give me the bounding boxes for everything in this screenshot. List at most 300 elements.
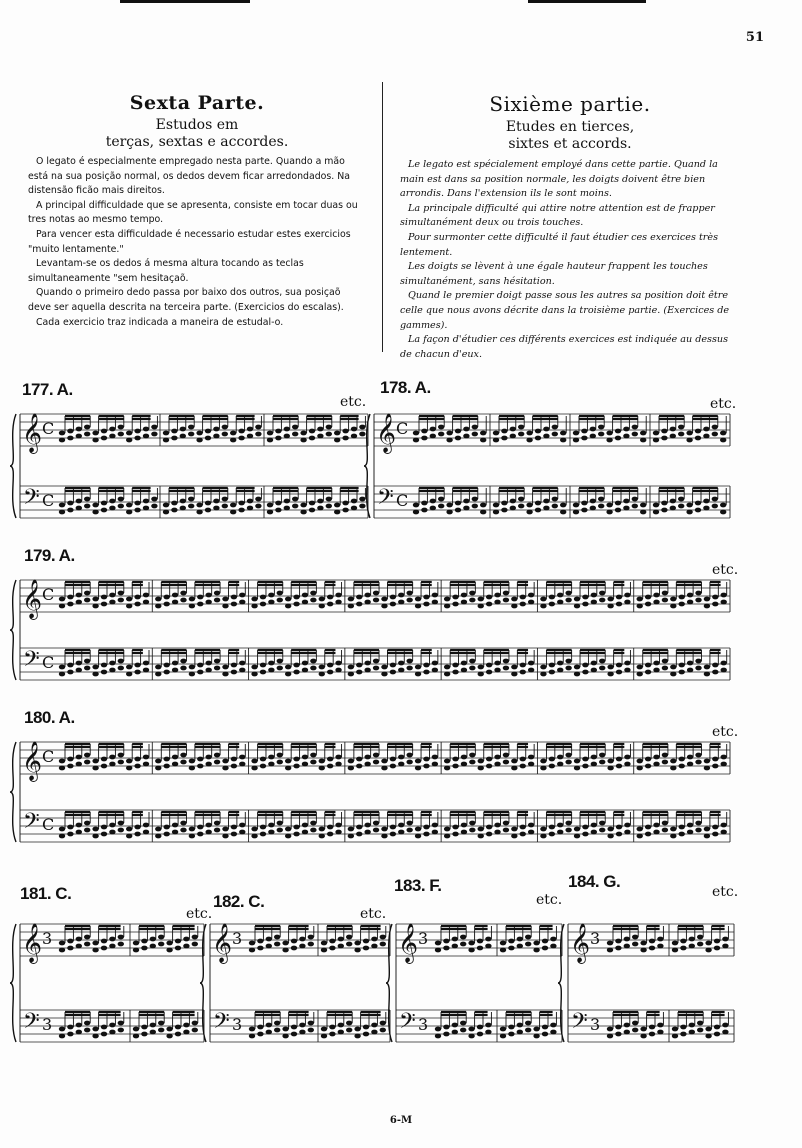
note-head xyxy=(134,508,140,513)
note-head xyxy=(695,429,701,434)
note-head xyxy=(188,504,194,509)
note-head xyxy=(662,598,668,603)
note-head xyxy=(503,828,509,833)
note-head xyxy=(310,821,316,826)
note-head xyxy=(624,944,630,949)
note-head xyxy=(329,1032,335,1037)
note-head xyxy=(222,766,228,771)
note-head xyxy=(67,1032,73,1037)
note-head xyxy=(645,764,651,769)
note-head xyxy=(133,1027,139,1032)
note-head xyxy=(653,503,659,508)
note-head xyxy=(285,766,291,771)
note-head xyxy=(275,501,281,506)
note-head xyxy=(550,944,556,949)
note-head xyxy=(533,941,539,946)
note-head xyxy=(277,828,283,833)
note-head xyxy=(222,665,228,670)
note-head xyxy=(697,935,703,940)
note-head xyxy=(205,661,211,666)
note-head xyxy=(606,510,612,515)
note-head xyxy=(444,834,450,839)
note-head xyxy=(645,663,651,668)
note-head xyxy=(486,757,492,762)
note-head xyxy=(444,759,450,764)
note-head xyxy=(76,593,82,598)
note-head xyxy=(348,827,354,832)
note-head xyxy=(175,946,181,951)
note-head xyxy=(380,1021,386,1026)
note-head xyxy=(446,431,452,436)
note-head xyxy=(503,591,509,596)
note-head xyxy=(205,600,211,605)
note-head xyxy=(151,504,157,509)
note-head xyxy=(607,1027,613,1032)
note-head xyxy=(662,591,668,596)
etc-label: etc. xyxy=(186,906,213,922)
note-head xyxy=(528,762,534,767)
note-head xyxy=(616,832,622,837)
note-head xyxy=(59,672,65,677)
note-head xyxy=(508,939,514,944)
note-head xyxy=(616,663,622,668)
section-title: Sixième partie. xyxy=(489,92,651,116)
note-head xyxy=(364,600,370,605)
note-head xyxy=(84,828,90,833)
note-head xyxy=(319,597,325,602)
note-head xyxy=(342,436,348,441)
note-head xyxy=(485,944,491,949)
note-head xyxy=(118,821,124,826)
note-head xyxy=(67,764,73,769)
note-head xyxy=(632,425,638,430)
note-head xyxy=(205,593,211,598)
note-head xyxy=(705,1034,711,1039)
note-head xyxy=(299,937,305,942)
note-head xyxy=(590,499,596,504)
note-head xyxy=(335,823,341,828)
note-head xyxy=(444,827,450,832)
note-head xyxy=(317,499,323,504)
treble-clef: 𝄞 xyxy=(212,923,233,963)
note-head xyxy=(438,432,444,437)
note-head xyxy=(172,661,178,666)
note-head xyxy=(329,939,335,944)
paragraph: Para vencer esta difficuldade é necessario estudar estes exercicios "muito lentamente." xyxy=(28,228,351,255)
note-head xyxy=(624,830,630,835)
note-head xyxy=(632,504,638,509)
note-head xyxy=(435,948,441,953)
note-head xyxy=(76,427,82,432)
note-head xyxy=(632,942,638,947)
note-head xyxy=(616,602,622,607)
note-head xyxy=(302,600,308,605)
note-head xyxy=(285,759,291,764)
note-head xyxy=(192,935,198,940)
note-head xyxy=(317,427,323,432)
bass-clef: 𝄢 xyxy=(23,647,40,677)
note-head xyxy=(310,659,316,664)
note-head xyxy=(231,663,237,668)
note-head xyxy=(299,944,305,949)
note-head xyxy=(302,593,308,598)
note-head xyxy=(101,429,107,434)
note-head xyxy=(552,504,558,509)
note-head xyxy=(653,755,659,760)
note-head xyxy=(293,757,299,762)
note-head xyxy=(501,508,507,513)
note-head xyxy=(687,830,693,835)
note-head xyxy=(398,762,404,767)
paragraph: A principal difficuldade que se apresenta, consiste em tocar duas ou tres notas ao mesmo tempo. xyxy=(28,199,358,226)
note-head xyxy=(653,823,659,828)
note-head xyxy=(452,602,458,607)
exercise-number-179: 179. A. xyxy=(24,546,75,565)
note-head xyxy=(624,1023,630,1028)
note-head xyxy=(486,764,492,769)
note-head xyxy=(455,429,461,434)
note-head xyxy=(461,668,467,673)
note-head xyxy=(670,834,676,839)
note-head xyxy=(67,946,73,951)
note-head xyxy=(485,1030,491,1035)
note-head xyxy=(59,604,65,609)
note-head xyxy=(158,1028,164,1033)
note-head xyxy=(573,438,579,443)
note-head xyxy=(705,941,711,946)
note-head xyxy=(574,597,580,602)
brace xyxy=(10,580,16,680)
note-head xyxy=(196,431,202,436)
note-head xyxy=(268,668,274,673)
note-head xyxy=(239,668,245,673)
note-head xyxy=(423,832,429,837)
note-head xyxy=(180,753,186,758)
note-head xyxy=(421,429,427,434)
note-head xyxy=(364,830,370,835)
note-head xyxy=(623,434,629,439)
note-head xyxy=(615,939,621,944)
note-head xyxy=(285,827,291,832)
note-head xyxy=(101,595,107,600)
note-head xyxy=(166,1034,172,1039)
note-head xyxy=(109,668,115,673)
exercise-number-183: 183. F. xyxy=(394,876,442,895)
note-head xyxy=(406,598,412,603)
note-head xyxy=(557,668,563,673)
note-head xyxy=(485,1023,491,1028)
note-head xyxy=(338,937,344,942)
note-head xyxy=(381,672,387,677)
note-head xyxy=(118,1028,124,1033)
note-head xyxy=(518,432,524,437)
note-head xyxy=(302,823,308,828)
note-head xyxy=(197,832,203,837)
note-head xyxy=(670,427,676,432)
note-head xyxy=(679,764,685,769)
note-head xyxy=(591,593,597,598)
note-head xyxy=(494,593,500,598)
note-head xyxy=(335,593,341,598)
note-head xyxy=(632,432,638,437)
note-head xyxy=(591,830,597,835)
note-head xyxy=(533,1027,539,1032)
note-head xyxy=(528,600,534,605)
note-head xyxy=(615,1025,621,1030)
note-head xyxy=(300,510,306,515)
note-head xyxy=(371,937,377,942)
note-head xyxy=(662,828,668,833)
note-head xyxy=(143,506,149,511)
note-head xyxy=(293,832,299,837)
note-head xyxy=(460,942,466,947)
note-head xyxy=(501,436,507,441)
note-head xyxy=(126,827,132,832)
note-head xyxy=(406,666,412,671)
note-head xyxy=(205,668,211,673)
note-head xyxy=(239,661,245,666)
note-head xyxy=(197,595,203,600)
note-head xyxy=(518,425,524,430)
paragraph: O legato é especialmente empregado nesta parte. Quando a mão está na sua posição normal, os dedos devem ficar arredondados. Na distensão ficão mais direitos. xyxy=(28,156,350,197)
note-head xyxy=(590,427,596,432)
note-head xyxy=(334,510,340,515)
note-head xyxy=(101,602,107,607)
note-head xyxy=(472,497,478,502)
note-head xyxy=(670,827,676,832)
note-head xyxy=(260,757,266,762)
time-signature: C xyxy=(42,747,55,766)
note-head xyxy=(319,604,325,609)
note-head xyxy=(346,942,352,947)
note-head xyxy=(354,1034,360,1039)
note-head xyxy=(452,825,458,830)
note-head xyxy=(452,937,458,942)
exercise-number-182: 182. C. xyxy=(213,892,265,911)
note-head xyxy=(704,665,710,670)
note-head xyxy=(452,1023,458,1028)
note-head xyxy=(557,762,563,767)
note-head xyxy=(468,1034,474,1039)
note-head xyxy=(599,760,605,765)
note-head xyxy=(76,937,82,942)
note-head xyxy=(549,663,555,668)
note-head xyxy=(84,760,90,765)
note-head xyxy=(163,602,169,607)
note-head xyxy=(704,766,710,771)
note-head xyxy=(239,830,245,835)
note-head xyxy=(528,593,534,598)
note-head xyxy=(155,759,161,764)
note-head xyxy=(624,755,630,760)
note-head xyxy=(284,434,290,439)
note-head xyxy=(432,593,438,598)
note-head xyxy=(714,939,720,944)
note-head xyxy=(180,760,186,765)
note-head xyxy=(452,757,458,762)
note-head xyxy=(205,755,211,760)
note-head xyxy=(469,591,475,596)
note-head xyxy=(704,672,710,677)
note-head xyxy=(214,591,220,596)
note-head xyxy=(657,944,663,949)
note-head xyxy=(364,668,370,673)
note-head xyxy=(705,1027,711,1032)
note-head xyxy=(118,591,124,596)
note-head xyxy=(510,427,516,432)
note-head xyxy=(695,591,701,596)
note-head xyxy=(213,499,219,504)
note-head xyxy=(661,436,667,441)
note-head xyxy=(356,670,362,675)
note-head xyxy=(163,510,169,515)
note-head xyxy=(342,429,348,434)
note-head xyxy=(486,832,492,837)
note-head xyxy=(480,431,486,436)
note-head xyxy=(214,753,220,758)
note-head xyxy=(327,602,333,607)
note-head xyxy=(432,823,438,828)
note-head xyxy=(455,501,461,506)
note-head xyxy=(134,501,140,506)
note-head xyxy=(214,659,220,664)
note-head xyxy=(390,602,396,607)
note-head xyxy=(503,598,509,603)
note-head xyxy=(143,830,149,835)
note-head xyxy=(615,508,621,513)
note-head xyxy=(222,827,228,832)
note-head xyxy=(649,1032,655,1037)
note-head xyxy=(277,591,283,596)
note-head xyxy=(222,597,228,602)
note-head xyxy=(59,1027,65,1032)
note-head xyxy=(230,503,236,508)
note-head xyxy=(463,427,469,432)
note-head xyxy=(645,825,651,830)
note-head xyxy=(657,1023,663,1028)
note-head xyxy=(517,1030,523,1035)
note-head xyxy=(92,438,98,443)
note-head xyxy=(101,764,107,769)
note-head xyxy=(480,503,486,508)
note-head xyxy=(670,604,676,609)
note-head xyxy=(205,501,211,506)
note-head xyxy=(406,753,412,758)
note-head xyxy=(222,504,228,509)
note-head xyxy=(84,425,90,430)
note-head xyxy=(432,830,438,835)
note-head xyxy=(67,825,73,830)
note-head xyxy=(92,827,98,832)
note-head xyxy=(469,666,475,671)
note-head xyxy=(267,431,273,436)
note-head xyxy=(640,510,646,515)
note-head xyxy=(255,497,261,502)
note-head xyxy=(657,937,663,942)
note-head xyxy=(649,939,655,944)
note-head xyxy=(616,764,622,769)
note-head xyxy=(662,760,668,765)
note-head xyxy=(550,1023,556,1028)
note-head xyxy=(205,429,211,434)
note-head xyxy=(640,503,646,508)
note-head xyxy=(662,666,668,671)
note-head xyxy=(494,661,500,666)
note-head xyxy=(214,598,220,603)
note-head xyxy=(277,821,283,826)
note-head xyxy=(257,1025,263,1030)
note-head xyxy=(180,659,186,664)
note-head xyxy=(59,665,65,670)
note-head xyxy=(342,508,348,513)
note-head xyxy=(623,427,629,432)
note-head xyxy=(356,595,362,600)
note-head xyxy=(689,1030,695,1035)
note-head xyxy=(231,825,237,830)
note-head xyxy=(549,764,555,769)
note-head xyxy=(653,600,659,605)
note-head xyxy=(549,670,555,675)
note-head xyxy=(59,759,65,764)
note-head xyxy=(560,438,566,443)
note-head xyxy=(721,762,727,767)
note-head xyxy=(143,755,149,760)
note-head xyxy=(231,757,237,762)
note-head xyxy=(526,438,532,443)
note-head xyxy=(92,597,98,602)
paragraph: Quando o primeiro dedo passa por baixo dos outros, sua posiçaõ deve ser aquella descrita na terceira parte. (Exercicios do escalas). xyxy=(28,287,344,313)
note-head xyxy=(687,661,693,666)
note-head xyxy=(678,504,684,509)
note-head xyxy=(101,670,107,675)
note-head xyxy=(356,825,362,830)
note-head xyxy=(443,1032,449,1037)
note-head xyxy=(126,834,132,839)
note-head xyxy=(413,438,419,443)
note-head xyxy=(257,939,263,944)
time-signature: C xyxy=(42,585,55,604)
note-head xyxy=(518,504,524,509)
note-head xyxy=(511,834,517,839)
note-head xyxy=(689,944,695,949)
note-head xyxy=(607,1034,613,1039)
note-head xyxy=(348,834,354,839)
note-head xyxy=(517,1023,523,1028)
note-head xyxy=(686,510,692,515)
note-head xyxy=(535,501,541,506)
note-head xyxy=(415,766,421,771)
note-head xyxy=(260,595,266,600)
note-head xyxy=(494,762,500,767)
note-head xyxy=(189,827,195,832)
note-head xyxy=(540,665,546,670)
note-head xyxy=(712,670,718,675)
note-head xyxy=(274,935,280,940)
note-head xyxy=(213,506,219,511)
note-head xyxy=(381,604,387,609)
note-head xyxy=(163,670,169,675)
note-head xyxy=(310,828,316,833)
note-head xyxy=(348,597,354,602)
note-head xyxy=(720,431,726,436)
note-head xyxy=(239,600,245,605)
note-head xyxy=(134,663,140,668)
note-head xyxy=(67,436,73,441)
note-head xyxy=(260,825,266,830)
note-head xyxy=(222,759,228,764)
note-head xyxy=(155,834,161,839)
note-head xyxy=(653,661,659,666)
